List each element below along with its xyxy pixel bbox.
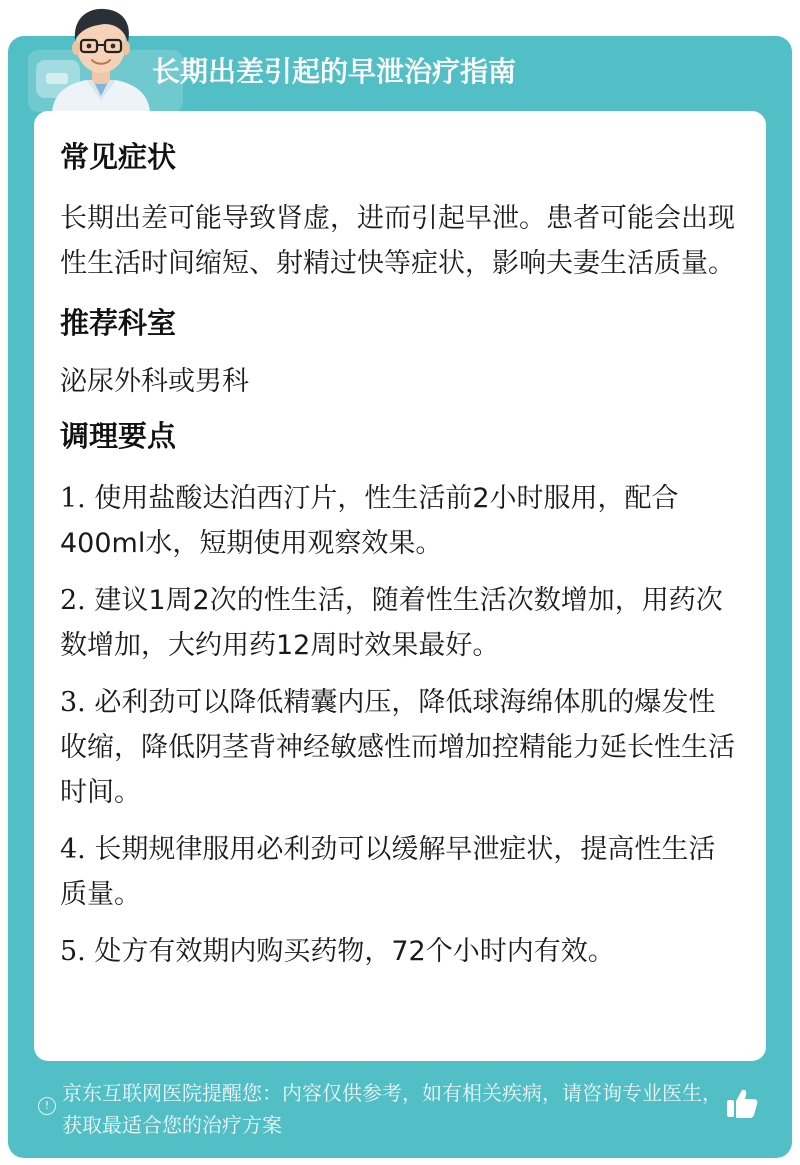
info-icon: ! (38, 1097, 56, 1115)
list-item (60, 680, 740, 815)
tip-text: 必利劲可以降低精囊内压，降低球海绵体肌的爆发性收缩，降低阴茎背神经敏感性而增加控精能力延长性生活时间。 (60, 687, 735, 808)
care-tips-list (60, 476, 740, 974)
list-item (60, 827, 740, 917)
tip-text: 建议1周2次的性生活，随着性生活次数增加，用药次数增加，大约用药12周时效果最好。 (60, 585, 723, 661)
tip-number: 1. (60, 483, 86, 514)
department-body: 泌尿外科或男科 (60, 366, 249, 397)
symptoms-body: 长期出差可能导致肾虚，进而引起早泄。患者可能会出现性生活时间缩短、射精过快等症状，影响夫妻生活质量。 (60, 203, 735, 279)
thumbs-up-icon[interactable] (724, 1085, 760, 1121)
footer-disclaimer (34, 1075, 764, 1145)
doctor-avatar (46, 0, 156, 112)
tip-text: 处方有效期内购买药物，72个小时内有效。 (85, 936, 615, 967)
department-title: 推荐科室 (60, 306, 177, 340)
content-card (34, 111, 766, 1061)
tip-number: 4. (60, 834, 86, 865)
list-item (60, 929, 740, 974)
list-item (60, 578, 740, 668)
tip-number: 5. (60, 936, 86, 967)
disclaimer-text: 京东互联网医院提醒您：内容仅供参考，如有相关疾病，请咨询专业医生，获取最适合您的治疗方案 (62, 1081, 722, 1137)
tip-number: 3. (60, 687, 86, 718)
tip-number: 2. (60, 585, 86, 616)
page-title: 长期出差引起的早泄治疗指南 (152, 55, 517, 88)
list-item (60, 476, 740, 566)
tip-text: 使用盐酸达泊西汀片，性生活前2小时服用，配合400ml水，短期使用观察效果。 (60, 483, 679, 559)
symptoms-title: 常见症状 (60, 140, 177, 174)
care-title: 调理要点 (60, 419, 177, 453)
tip-text: 长期规律服用必利劲可以缓解早泄症状，提高性生活质量。 (60, 834, 716, 910)
